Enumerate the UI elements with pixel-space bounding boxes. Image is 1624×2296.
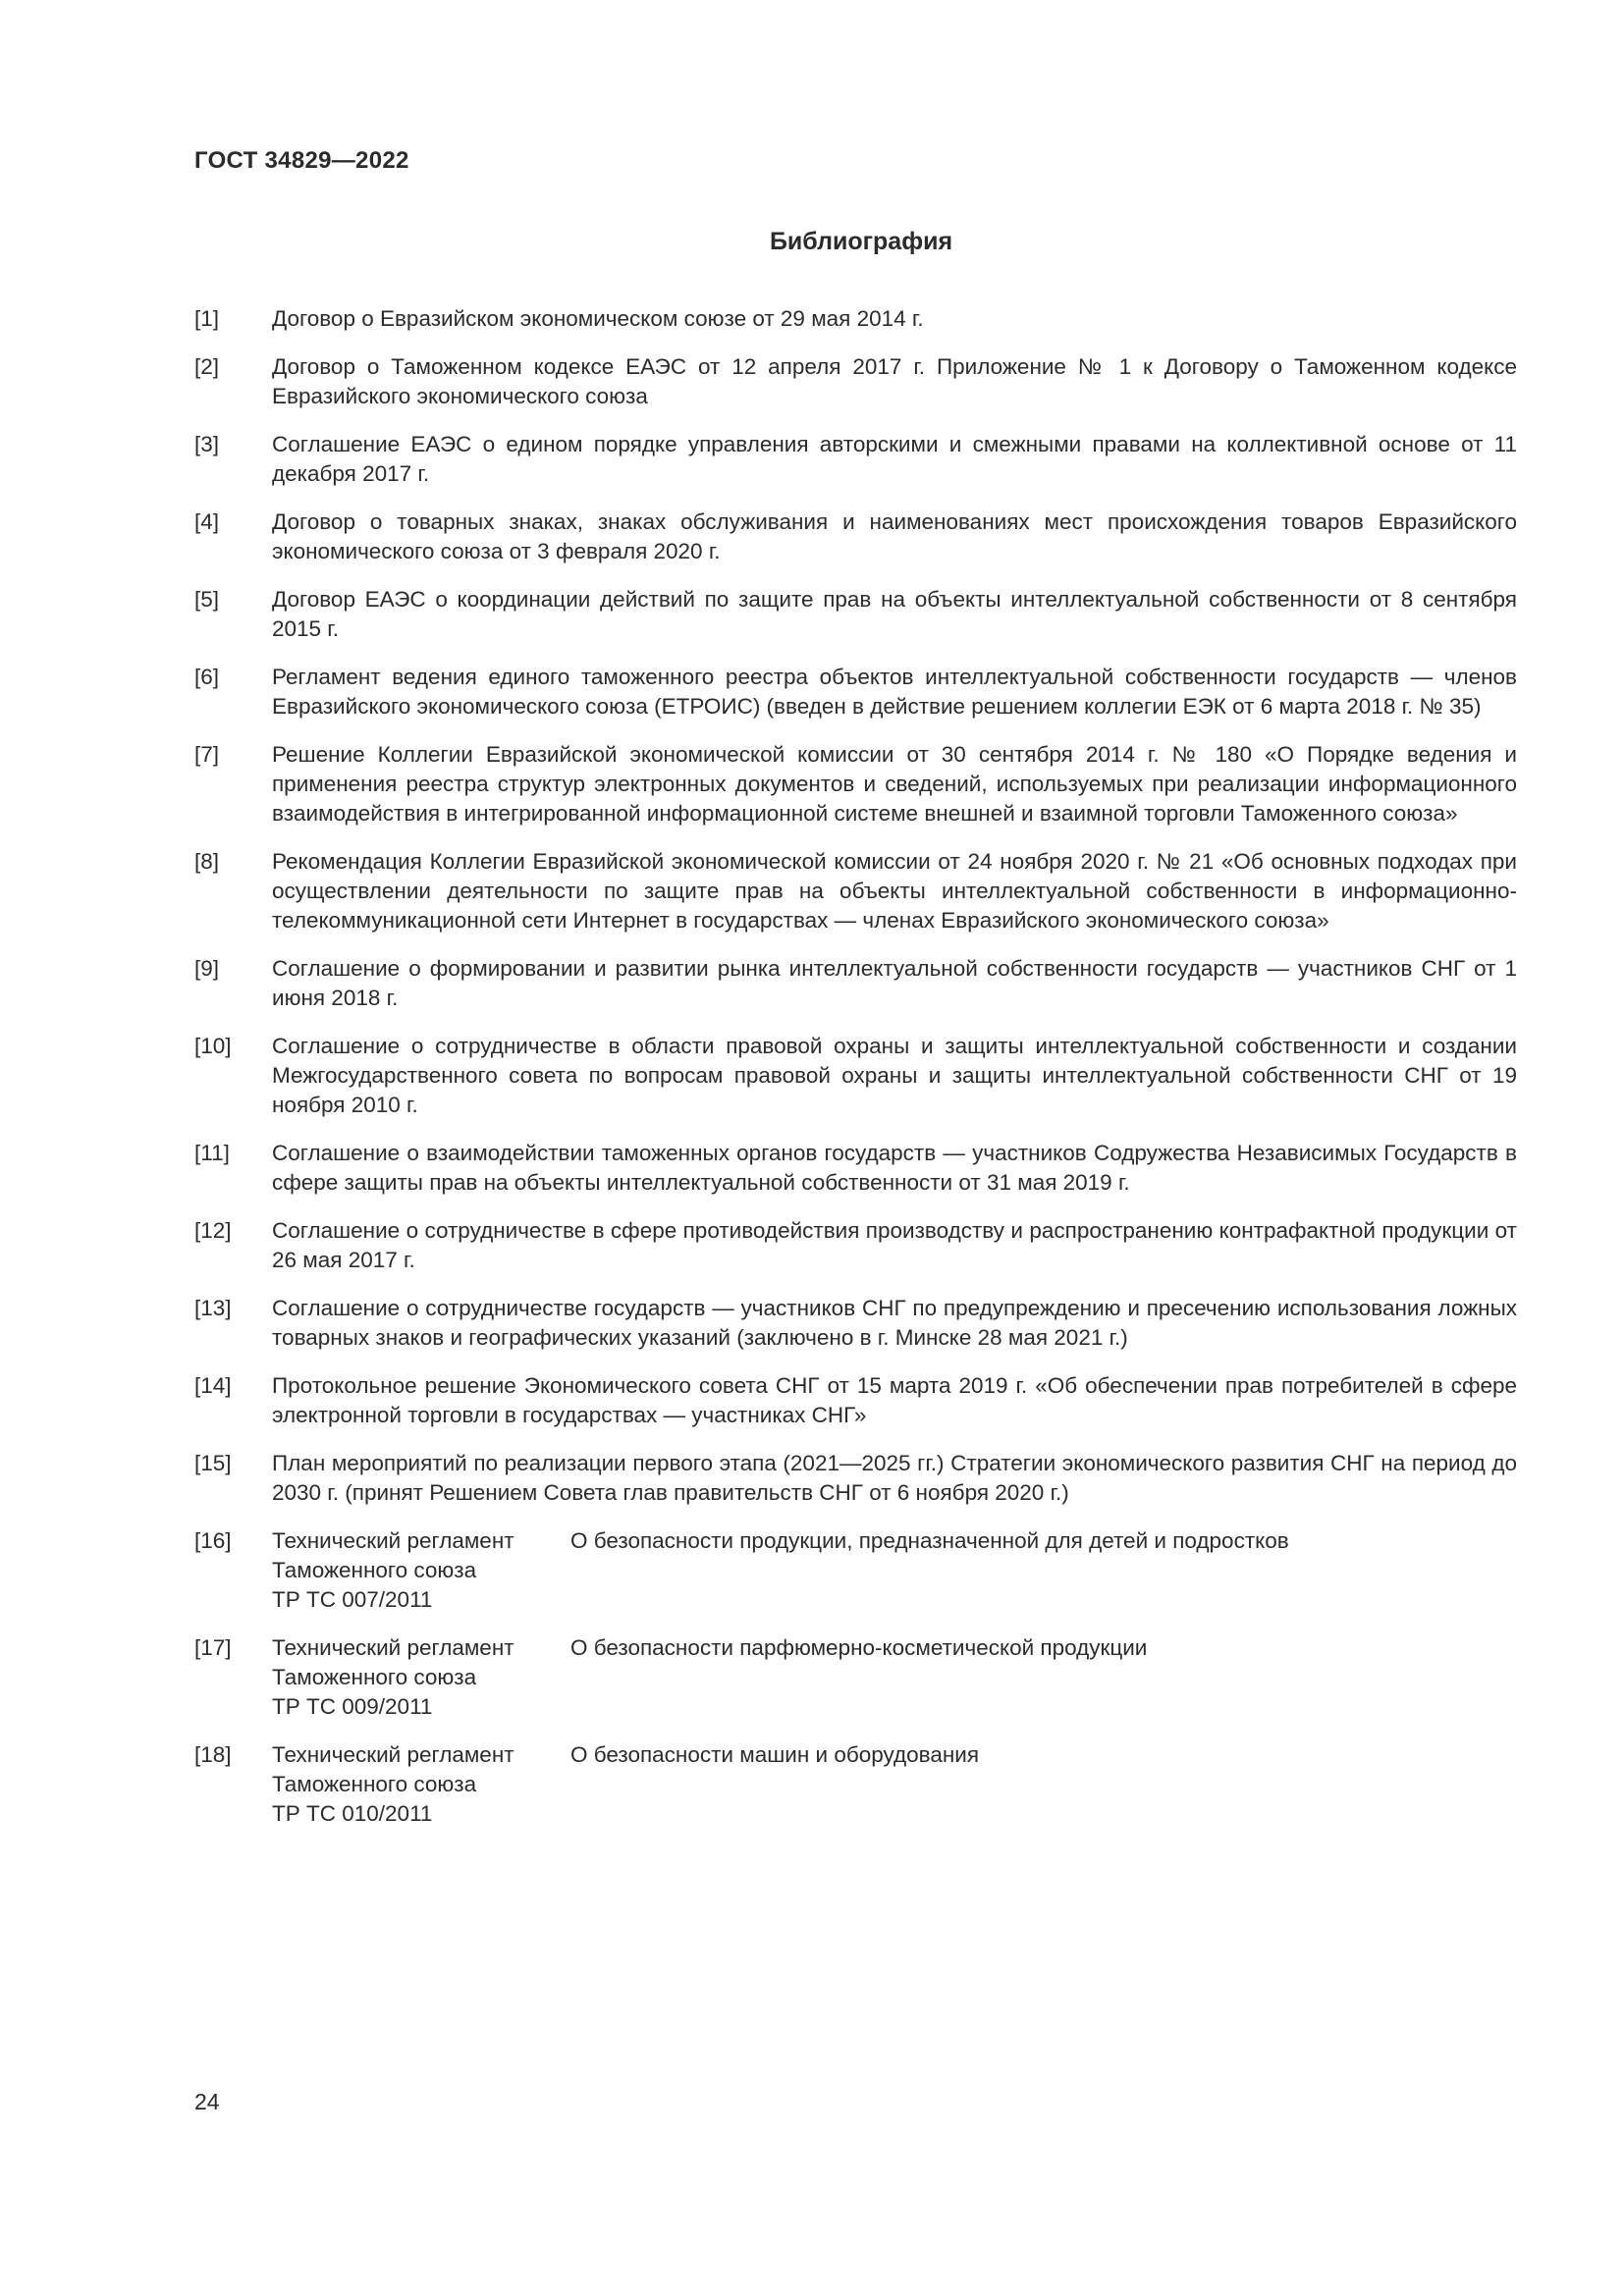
bib-entry-text: Протокольное решение Экономического совета СНГ от 15 марта 2019 г. «Об обеспечении прав потребителей в сфере электронной торговли в государствах — участниках СНГ»: [272, 1373, 1517, 1427]
bib-entry-number: [14]: [194, 1373, 232, 1398]
document-code: ГОСТ 34829—2022: [194, 147, 409, 174]
bib-entry-number: [12]: [194, 1218, 232, 1243]
bib-entry-number: [15]: [194, 1451, 232, 1475]
regulation-type: Технический регламент: [272, 1635, 514, 1660]
bib-entry: [194, 954, 1520, 1013]
regulation-code: ТР ТС 009/2011: [272, 1694, 433, 1719]
regulation-designation: [272, 1633, 557, 1722]
bib-entry-regulation: [194, 1633, 1520, 1722]
regulation-union: Таможенного союза: [272, 1558, 477, 1582]
bib-entry-text: Договор о товарных знаках, знаках обслуживания и наименованиях мест происхождения товаров Евразийского экономического союза от 3 февраля 2020 г.: [272, 509, 1517, 563]
bib-entry: [194, 740, 1520, 828]
bib-entry-text: Соглашение ЕАЭС о едином порядке управления авторскими и смежными правами на коллективной основе от 11 декабря 2017 г.: [272, 432, 1517, 486]
bib-entry: [194, 1139, 1520, 1198]
regulation-designation: [272, 1526, 557, 1615]
bib-entry: [194, 1032, 1520, 1120]
regulation-type: Технический регламент: [272, 1528, 514, 1553]
regulation-union: Таможенного союза: [272, 1665, 477, 1689]
bib-entry-text: Соглашение о сотрудничестве в сфере противодействия производству и распространению контрафактной продукции от 26 мая 2017 г.: [272, 1218, 1517, 1272]
bib-entry-number: [7]: [194, 742, 220, 767]
bib-entry: [194, 304, 1520, 334]
bib-entry: [194, 585, 1520, 644]
bib-entry-number: [6]: [194, 665, 220, 689]
bib-entry: [194, 507, 1520, 566]
bib-entry-text: Регламент ведения единого таможенного реестра объектов интеллектуальной собственности государств — членов Евразийского экономического союза (ЕТРОИС) (введен в действие решением коллегии ЕЭК от 6 марта 2018 г. № 35): [272, 665, 1517, 719]
bib-entry-number: [11]: [194, 1141, 230, 1165]
bib-entry-number: [4]: [194, 509, 220, 534]
bib-entry-regulation: [194, 1526, 1520, 1615]
bib-entry: [194, 430, 1520, 489]
bib-entry-regulation: [194, 1740, 1520, 1829]
bib-entry-number: [18]: [194, 1742, 232, 1767]
bib-entry: [194, 1216, 1520, 1275]
bib-entry: [194, 847, 1520, 935]
bib-entry-text: План мероприятий по реализации первого этапа (2021—2025 гг.) Стратегии экономического развития СНГ на период до 2030 г. (принят Решением Совета глав правительств СНГ от 6 ноября 2020 г.): [272, 1451, 1517, 1505]
section-title: Библиография: [769, 228, 953, 255]
bib-entry-number: [17]: [194, 1635, 232, 1660]
bib-entry: [194, 352, 1520, 411]
regulation-union: Таможенного союза: [272, 1772, 477, 1796]
bib-entry: [194, 1449, 1520, 1508]
bib-entry: [194, 663, 1520, 721]
bib-entry-number: [3]: [194, 432, 220, 456]
regulation-code: ТР ТС 007/2011: [272, 1587, 433, 1612]
regulation-title: О безопасности продукции, предназначенной для детей и подростков: [570, 1528, 1289, 1553]
bib-entry-number: [5]: [194, 587, 220, 612]
bib-entry-text: Соглашение о сотрудничестве в области правовой охраны и защиты интеллектуальной собственности и создании Межгосударственного совета по вопросам правовой охраны и защиты интеллектуальной собственности СНГ от 19 ноября 2010 г.: [272, 1034, 1517, 1117]
bib-entry-number: [13]: [194, 1296, 232, 1320]
bib-entry-text: Решение Коллегии Евразийской экономической комиссии от 30 сентября 2014 г. № 180 «О Порядке ведения и применения реестра структур электронных документов и сведений, используемых при реализации информационного взаимодействия в интегрированной информационной системе внешней и взаимной торговли Таможенного союза»: [272, 742, 1517, 826]
bib-entry-text: Рекомендация Коллегии Евразийской экономической комиссии от 24 ноября 2020 г. № 21 «Об основных подходах при осуществлении деятельности по защите прав на объекты интеллектуальной собственности в информационно-телекоммуникационной сети Интернет в государствах — членах Евразийского экономического союза»: [272, 849, 1517, 933]
regulation-code: ТР ТС 010/2011: [272, 1801, 433, 1826]
bib-entry-text: Договор о Таможенном кодексе ЕАЭС от 12 апреля 2017 г. Приложение № 1 к Договору о Таможенном кодексе Евразийского экономического союза: [272, 354, 1517, 408]
regulation-title: О безопасности машин и оборудования: [570, 1742, 980, 1767]
bib-entry-number: [8]: [194, 849, 220, 874]
bib-entry-number: [9]: [194, 956, 220, 981]
bib-entry-text: Договор о Евразийском экономическом союзе от 29 мая 2014 г.: [272, 306, 924, 331]
bib-entry-text: Договор ЕАЭС о координации действий по защите прав на объекты интеллектуальной собственности от 8 сентября 2015 г.: [272, 587, 1517, 641]
bib-entry-number: [16]: [194, 1528, 232, 1553]
bib-entry-number: [10]: [194, 1034, 232, 1058]
regulation-title: О безопасности парфюмерно-косметической продукции: [570, 1635, 1148, 1660]
bib-entry-text: Соглашение о формировании и развитии рынка интеллектуальной собственности государств — участников СНГ от 1 июня 2018 г.: [272, 956, 1517, 1010]
bib-entry: [194, 1371, 1520, 1430]
bib-entry-number: [1]: [194, 306, 220, 331]
bib-entry-number: [2]: [194, 354, 220, 379]
bib-entry-text: Соглашение о взаимодействии таможенных органов государств — участников Содружества Независимых Государств в сфере защиты прав на объекты интеллектуальной собственности от 31 мая 2019 г.: [272, 1141, 1517, 1195]
bib-entry: [194, 1294, 1520, 1353]
regulation-designation: [272, 1740, 557, 1829]
bib-entry-text: Соглашение о сотрудничестве государств — участников СНГ по предупреждению и пресечению использования ложных товарных знаков и географических указаний (заключено в г. Минске 28 мая 2021 г.): [272, 1296, 1517, 1350]
bibliography-list: [194, 304, 1520, 1847]
regulation-type: Технический регламент: [272, 1742, 514, 1767]
page-number: 24: [194, 2089, 220, 2114]
